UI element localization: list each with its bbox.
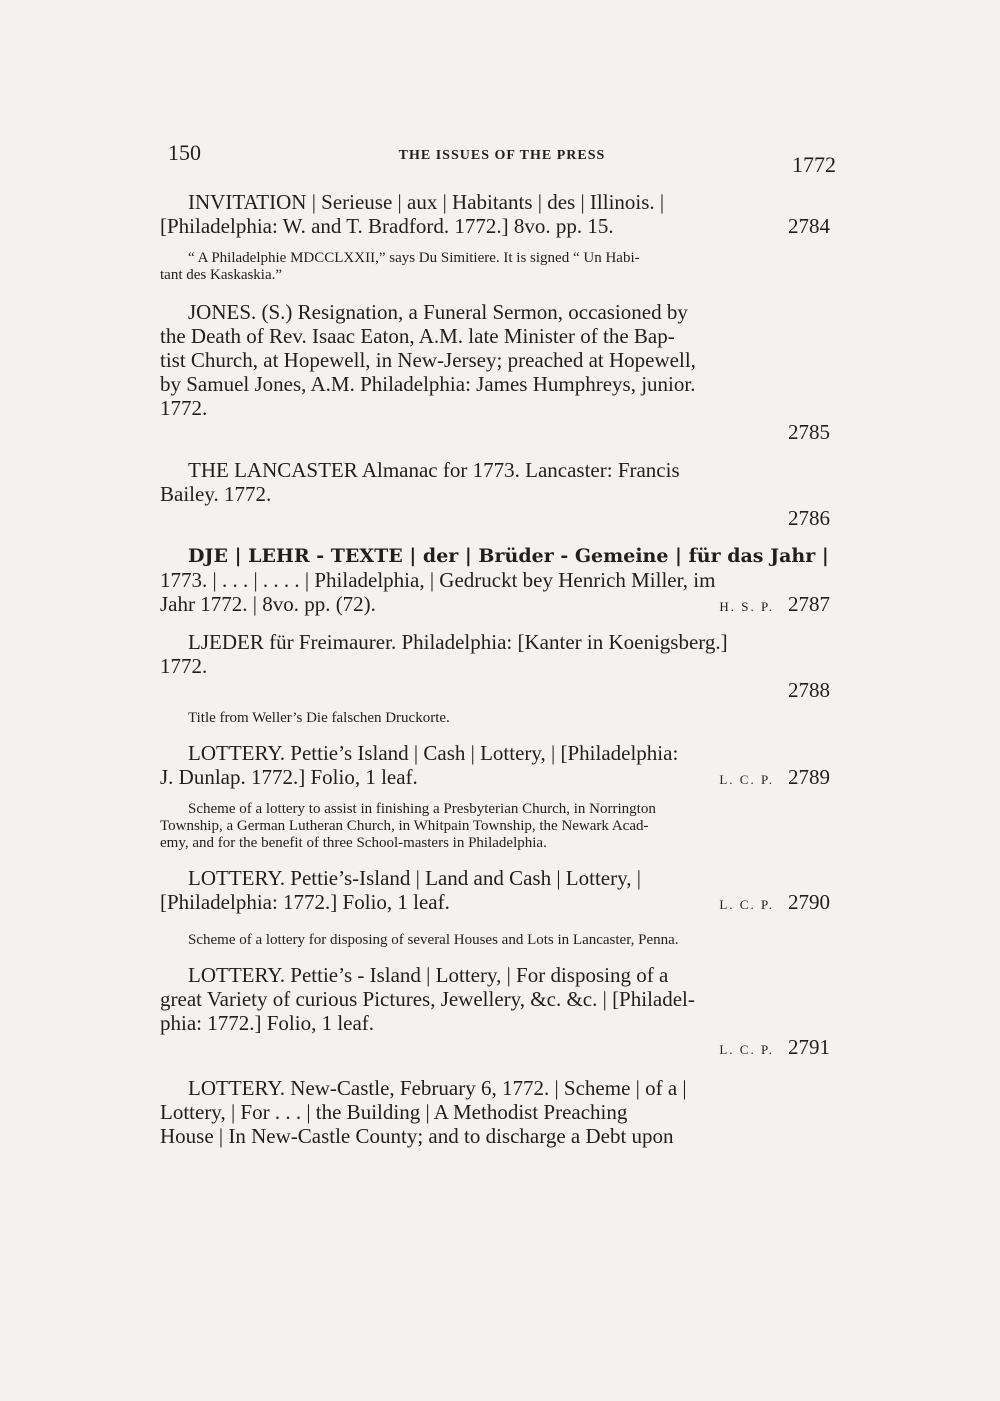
- entry-number-group: [719, 592, 830, 619]
- note-line: Scheme of a lottery to assist in finishing a Presbyterian Church, in Norrington: [188, 801, 656, 817]
- entry-2789: [160, 741, 830, 789]
- entry-number: 2791: [788, 1035, 830, 1059]
- entry-line: INVITATION | Serieuse | aux | Habitants | des | Illinois. |: [188, 190, 665, 214]
- running-title: THE ISSUES OF THE PRESS: [398, 148, 606, 163]
- entry-2785: [160, 300, 830, 444]
- entry-line: tist Church, at Hopewell, in New-Jersey; preached at Hopewell,: [160, 348, 696, 372]
- entry-2786: [160, 458, 830, 530]
- entry-line: Lottery, | For . . . | the Building | A Methodist Preaching: [160, 1100, 628, 1124]
- entry-number: 2787: [788, 592, 830, 616]
- note-line: Township, a German Lutheran Church, in Whitpain Township, the Newark Acad-: [160, 818, 649, 834]
- entry-2784: [160, 190, 830, 238]
- library-siglum: L. C. P.: [719, 1042, 774, 1057]
- note-line: tant des Kaskaskia.”: [160, 267, 283, 283]
- library-siglum: L. C. P.: [719, 897, 774, 912]
- header-year: 1772: [792, 152, 836, 177]
- entry-2791: [160, 963, 830, 1062]
- entry-note-2784: [160, 250, 830, 284]
- entry-line: DJE | LEHR - TEXTE | der | Brüder - Gemeine | für das Jahr |: [188, 545, 829, 567]
- entry-line: phia: 1772.] Folio, 1 leaf.: [160, 1011, 375, 1035]
- entry-2787: [160, 544, 830, 616]
- entry-line: great Variety of curious Pictures, Jewellery, &c. &c. | [Philadel-: [160, 987, 695, 1011]
- entry-note-2788: [160, 710, 830, 727]
- entry-line: by Samuel Jones, A.M. Philadelphia: James Humphreys, junior.: [160, 372, 696, 396]
- entry-2788: [160, 630, 830, 702]
- library-siglum: H. S. P.: [719, 599, 774, 614]
- entry-note-2789: [160, 801, 830, 852]
- entry-number: 2786: [788, 506, 830, 530]
- entry-number: 2785: [788, 420, 830, 444]
- entry-line: 1773. | . . . | . . . . | Philadelphia, | Gedruckt bey Henrich Miller, im: [160, 568, 716, 592]
- entry-line-with-number: [160, 592, 830, 616]
- entry-number-group: [719, 890, 830, 917]
- entry-line: House | In New-Castle County; and to discharge a Debt upon: [160, 1124, 674, 1148]
- note-line: Scheme of a lottery for disposing of several Houses and Lots in Lancaster, Penna.: [188, 932, 679, 948]
- note-line: Title from Weller’s Die falschen Druckorte.: [188, 710, 450, 726]
- entry-line: LOTTERY. Pettie’s - Island | Lottery, | For disposing of a: [188, 963, 669, 987]
- entry-line: LJEDER für Freimaurer. Philadelphia: [Kanter in Koenigsberg.]: [188, 630, 728, 654]
- entry-line: 1772.: [160, 396, 208, 420]
- entry-line: the Death of Rev. Isaac Eaton, A.M. late Minister of the Bap-: [160, 324, 675, 348]
- entry-line: [Philadelphia: 1772.] Folio, 1 leaf.: [160, 890, 450, 914]
- entry-line: 1772.: [160, 654, 208, 678]
- entry-line: LOTTERY. Pettie’s Island | Cash | Lottery, | [Philadelphia:: [188, 741, 679, 765]
- entry-continuing: [160, 1076, 830, 1148]
- entry-line-with-number: [160, 890, 830, 914]
- entry-number: 2784: [788, 214, 830, 238]
- library-siglum: L. C. P.: [719, 772, 774, 787]
- entries-column: [160, 190, 830, 1148]
- entry-number: 2790: [788, 890, 830, 914]
- page-header: [168, 140, 836, 180]
- entry-line: LOTTERY. New-Castle, February 6, 1772. | Scheme | of a |: [188, 1076, 687, 1100]
- note-line: “ A Philadelphie MDCCLXXII,” says Du Simitiere. It is signed “ Un Habi-: [188, 250, 640, 266]
- entry-line-with-number: [160, 765, 830, 789]
- entry-line: JONES. (S.) Resignation, a Funeral Sermon, occasioned by: [188, 300, 688, 324]
- entry-number: 2789: [788, 765, 830, 789]
- entry-number: 2788: [788, 678, 830, 702]
- entry-line: LOTTERY. Pettie’s-Island | Land and Cash | Lottery, |: [188, 866, 641, 890]
- entry-line: J. Dunlap. 1772.] Folio, 1 leaf.: [160, 765, 418, 789]
- note-line: emy, and for the benefit of three School-masters in Philadelphia.: [160, 835, 547, 851]
- entry-line: THE LANCASTER Almanac for 1773. Lancaster: Francis: [188, 458, 680, 482]
- entry-line: [Philadelphia: W. and T. Bradford. 1772.] 8vo. pp. 15.: [160, 214, 614, 238]
- entry-number-group: [160, 1035, 830, 1062]
- entry-2790: [160, 866, 830, 914]
- entry-line-with-number: [160, 214, 830, 238]
- entry-number-group: [719, 765, 830, 792]
- entry-note-2790: [160, 932, 830, 949]
- entry-line: Jahr 1772. | 8vo. pp. (72).: [160, 592, 376, 616]
- entry-line: Bailey. 1772.: [160, 482, 272, 506]
- page-number: 150: [168, 140, 201, 165]
